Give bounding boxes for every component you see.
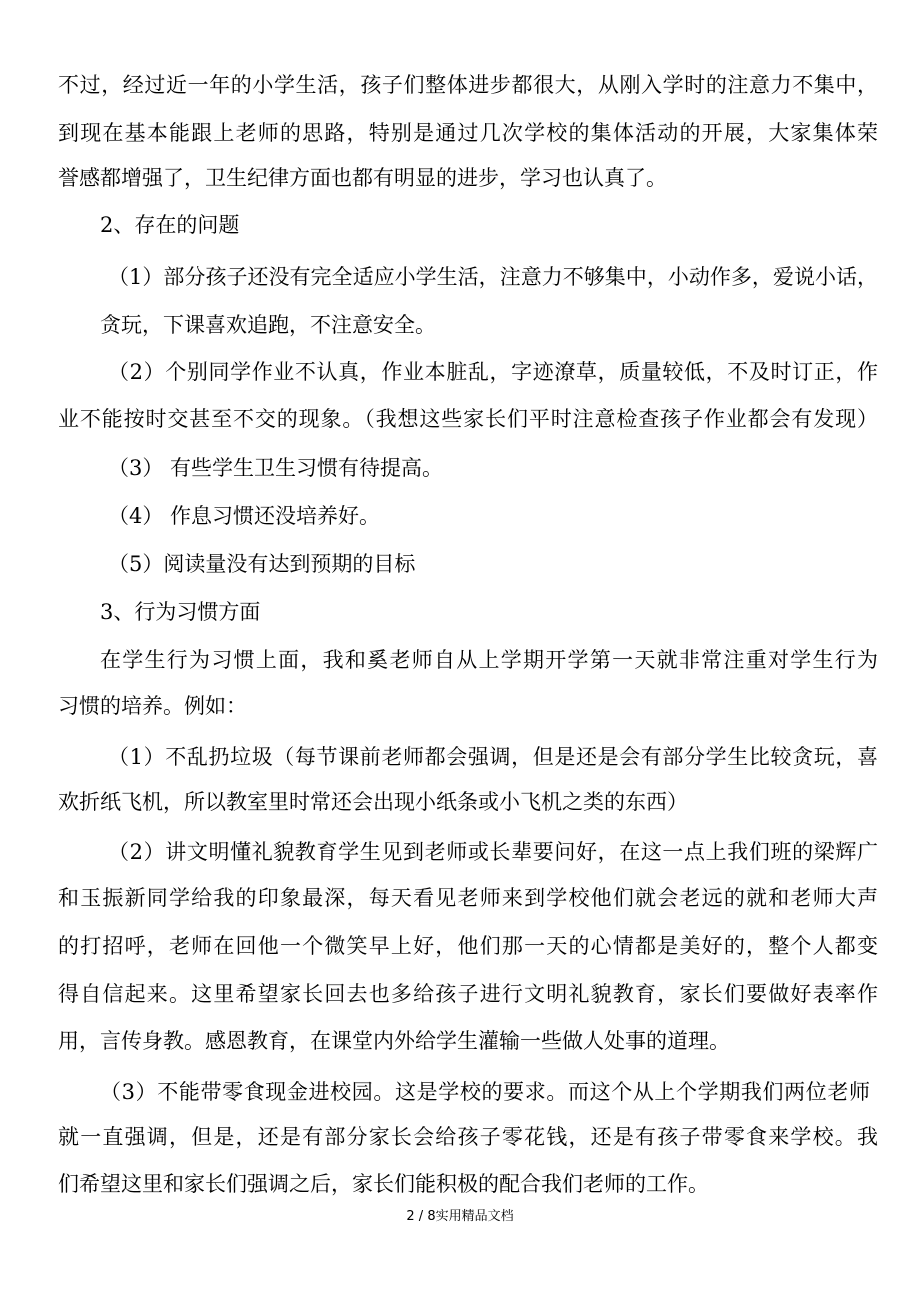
text-line-15: （1）不乱扔垃圾（每节课前老师都会强调，但是还是会有部分学生比较贪玩，喜 [108,745,878,769]
text-line-6: 贪玩，下课喜欢追跑，不注意安全。 [100,313,436,337]
section-heading-problems: 2、存在的问题 [100,213,240,237]
text-line-5: （1）部分孩子还没有完全适应小学生活，注意力不够集中，小动作多，爱说小话， [108,265,878,289]
text-line-1: 不过，经过近一年的小学生活，孩子们整体进步都很大，从刚入学时的注意力不集中， [58,73,878,97]
text-line-20: 得自信起来。这里希望家长回去也多给孩子进行文明礼貌教育，家长们要做好表率作 [58,982,878,1006]
text-line-23: 就一直强调，但是，还是有部分家长会给孩子零花钱，还是有孩子带零食来学校。我 [58,1125,878,1149]
text-line-2: 到现在基本能跟上老师的思路，特别是通过几次学校的集体活动的开展，大家集体荣 [58,121,878,145]
page-footer: 2 / 8实用精品文档 [406,1209,514,1224]
text-line-22: （3）不能带零食现金进校园。这是学校的要求。而这个从上个学期我们两位老师 [100,1080,870,1104]
text-line-17: （2）讲文明懂礼貌教育学生见到老师或长辈要问好，在这一点上我们班的梁辉广 [108,840,878,864]
section-heading-behavior: 3、行为习惯方面 [100,600,261,624]
text-line-10: （4） 作息习惯还没培养好。 [108,504,381,528]
text-line-9: （3） 有些学生卫生习惯有待提高。 [108,456,444,480]
text-line-7: （2）个别同学作业不认真，作业本脏乱，字迹潦草，质量较低，不及时订正，作 [108,360,878,384]
text-line-8: 业不能按时交甚至不交的现象。（我想这些家长们平时注意检查孩子作业都会有发现） [58,407,878,431]
text-line-14: 习惯的培养。例如： [58,694,247,718]
text-line-19: 的打招呼，老师在回他一个微笑早上好，他们那一天的心情都是美好的，整个人都变 [58,934,878,958]
text-line-11: （5）阅读量没有达到预期的目标 [108,552,416,576]
text-line-3: 誉感都增强了，卫生纪律方面也都有明显的进步，学习也认真了。 [58,166,667,190]
text-line-24: 们希望这里和家长们强调之后，家长们能积极的配合我们老师的工作。 [58,1172,709,1196]
text-line-21: 用，言传身教。感恩教育，在课堂内外给学生灌输一些做人处事的道理。 [58,1029,730,1053]
text-line-18: 和玉振新同学给我的印象最深，每天看见老师来到学校他们就会老远的就和老师大声 [58,886,878,910]
text-line-13: 在学生行为习惯上面，我和奚老师自从上学期开学第一天就非常注重对学生行为 [100,648,878,672]
text-line-16: 欢折纸飞机，所以教室里时常还会出现小纸条或小飞机之类的东西） [58,790,688,814]
